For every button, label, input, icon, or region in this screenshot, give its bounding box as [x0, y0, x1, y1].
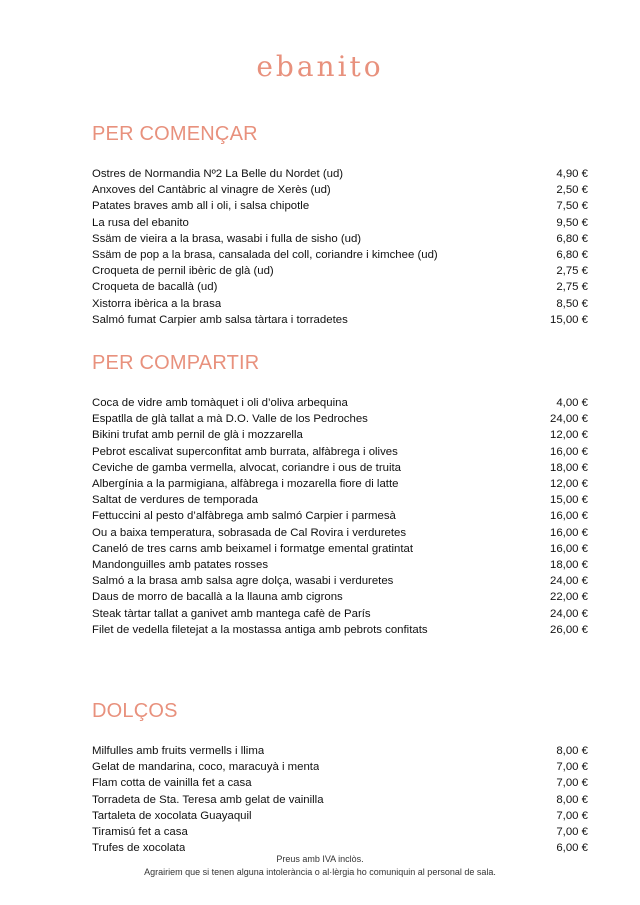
menu-item: [92, 808, 588, 824]
menu-item-name: Gelat de mandarina, coco, maracuyà i menta: [92, 761, 320, 774]
menu-item: [92, 444, 588, 460]
menu-item: [92, 573, 588, 589]
menu-item-price: 16,00 €: [549, 526, 588, 539]
menu-item: [92, 492, 588, 508]
menu-item: [92, 198, 588, 214]
section-title: DOLÇOS: [92, 700, 178, 722]
menu-item-price: 24,00 €: [549, 575, 588, 588]
menu-item-price: 12,00 €: [549, 429, 588, 442]
menu-item-name: Pebrot escalivat superconfitat amb burrata, alfàbrega i olives: [92, 445, 398, 458]
footer-notes: [0, 853, 640, 879]
menu-list: [92, 395, 588, 638]
menu-item-name: Ceviche de gamba vermella, alvocat, coriandre i ous de truita: [92, 461, 401, 474]
menu-item-name: Saltat de verdures de temporada: [92, 494, 258, 507]
menu-item: [92, 606, 588, 622]
menu-item: [92, 824, 588, 840]
menu-item-name: Flam cotta de vainilla fet a casa: [92, 777, 252, 790]
menu-item-name: Salmó fumat Carpier amb salsa tàrtara i torradetes: [92, 313, 348, 326]
allergy-note: Agrairiem que si tenen alguna intolerància o al·lèrgia ho comuniquin al personal de sala.: [144, 867, 496, 877]
section-per-compartir: [92, 352, 588, 638]
section-title: PER COMPARTIR: [92, 352, 260, 374]
menu-item: [92, 182, 588, 198]
menu-item-price: 16,00 €: [549, 445, 588, 458]
menu-item-price: 4,90 €: [556, 168, 588, 180]
menu-item: [92, 296, 588, 312]
menu-item: [92, 759, 588, 775]
vat-note: Preus amb IVA inclòs.: [276, 854, 364, 864]
menu-item-name: Espatlla de glà tallat a mà D.O. Valle de los Pedroches: [92, 413, 368, 426]
menu-item: [92, 395, 588, 411]
menu-list: [92, 166, 588, 328]
menu-item-name: Croqueta de bacallà (ud): [92, 281, 218, 294]
menu-item-price: 26,00 €: [549, 623, 588, 636]
section-dolcos: [92, 700, 588, 856]
menu-item-name: Trufes de xocolata: [92, 842, 186, 855]
menu-item-price: 24,00 €: [549, 607, 588, 620]
menu-item-name: Albergínia a la parmigiana, alfàbrega i mozarella fiore di latte: [92, 478, 399, 491]
menu-item: [92, 622, 588, 638]
menu-item: [92, 231, 588, 247]
menu-item-price: 22,00 €: [549, 591, 588, 604]
menu-item-price: 2,75 €: [556, 265, 588, 278]
menu-list: [92, 743, 588, 856]
menu-item-name: Anxoves del Cantàbric al vinagre de Xerès (ud): [92, 184, 331, 197]
menu-item-name: Patates braves amb all i oli, i salsa chipotle: [92, 200, 310, 213]
menu-item-name: Milfulles amb fruits vermells i llima: [92, 745, 265, 757]
menu-item-price: 18,00 €: [549, 559, 588, 572]
section-per-comencar: [92, 123, 588, 328]
menu-item: [92, 476, 588, 492]
menu-item-name: Steak tàrtar tallat a ganivet amb mantega cafè de París: [92, 607, 371, 620]
menu-item-price: 7,00 €: [556, 826, 588, 839]
menu-item-price: 8,00 €: [556, 745, 588, 757]
menu-item: [92, 247, 588, 263]
menu-item: [92, 215, 588, 231]
menu-item-price: 7,00 €: [556, 809, 588, 822]
menu-item-name: Caneló de tres carns amb beixamel i formatge emental gratintat: [92, 542, 413, 555]
menu-item: [92, 589, 588, 605]
menu-item-name: Xistorra ibèrica a la brasa: [92, 297, 222, 310]
menu-item-price: 4,00 €: [556, 397, 588, 409]
menu-item-name: Ou a baixa temperatura, sobrasada de Cal Rovira i verduretes: [92, 526, 407, 539]
menu-item-name: Tiramisú fet a casa: [92, 826, 188, 839]
menu-item-price: 2,75 €: [556, 281, 588, 294]
menu-item: [92, 792, 588, 808]
menu-item: [92, 427, 588, 443]
menu-item-price: 7,50 €: [556, 200, 588, 213]
section-title: PER COMENÇAR: [92, 123, 258, 145]
menu-item-price: 18,00 €: [549, 461, 588, 474]
menu-item-price: 15,00 €: [549, 494, 588, 507]
menu-item-name: Torradeta de Sta. Teresa amb gelat de vainilla: [92, 793, 324, 806]
menu-item-name: Tartaleta de xocolata Guayaquil: [92, 809, 252, 822]
menu-item-name: Fettuccini al pesto d’alfàbrega amb salmó Carpier i parmesà: [92, 510, 396, 523]
menu-item: [92, 263, 588, 279]
menu-item-price: 16,00 €: [549, 510, 588, 523]
menu-item-name: Mandonguilles amb patates rosses: [92, 559, 269, 572]
menu-item: [92, 541, 588, 557]
menu-item-price: 6,80 €: [556, 232, 588, 245]
menu-item-price: 7,00 €: [556, 761, 588, 774]
menu-item-price: 8,50 €: [556, 297, 588, 310]
menu-item-price: 7,00 €: [556, 777, 588, 790]
menu-item-price: 9,50 €: [556, 216, 588, 229]
menu-item: [92, 460, 588, 476]
menu-item: [92, 508, 588, 524]
menu-item-price: 24,00 €: [549, 413, 588, 426]
menu-item-name: Croqueta de pernil ibèric de glà (ud): [92, 265, 274, 278]
menu-item-name: Bikini trufat amb pernil de glà i mozzarella: [92, 429, 303, 442]
menu-item-price: 6,00 €: [556, 842, 588, 855]
brand-logo: ebanito: [256, 50, 384, 83]
menu-item-price: 2,50 €: [556, 184, 588, 197]
menu-item-price: 12,00 €: [549, 478, 588, 491]
menu-item-name: Filet de vedella filetejat a la mostassa antiga amb pebrots confitats: [92, 623, 428, 636]
menu-item: [92, 411, 588, 427]
menu-item: [92, 279, 588, 295]
menu-item: [92, 557, 588, 573]
menu-item: [92, 312, 588, 328]
menu-item: [92, 743, 588, 759]
menu-item-name: Ostres de Normandia Nº2 La Belle du Nordet (ud): [92, 168, 344, 180]
menu-item-name: La rusa del ebanito: [92, 216, 189, 229]
menu-item: [92, 525, 588, 541]
menu-item-price: 8,00 €: [556, 793, 588, 806]
menu-item-price: 6,80 €: [556, 249, 588, 262]
menu-item-name: Ssäm de vieira a la brasa, wasabi i fulla de sisho (ud): [92, 232, 362, 245]
menu-item-name: Daus de morro de bacallà a la llauna amb cigrons: [92, 591, 343, 604]
menu-item: [92, 775, 588, 791]
menu-item-name: Ssäm de pop a la brasa, cansalada del coll, coriandre i kimchee (ud): [92, 249, 438, 262]
menu-item: [92, 166, 588, 182]
menu-item-name: Coca de vidre amb tomàquet i oli d’oliva arbequina: [92, 397, 348, 409]
menu-item-price: 16,00 €: [549, 542, 588, 555]
menu-item-name: Salmó a la brasa amb salsa agre dolça, wasabi i verduretes: [92, 575, 394, 588]
menu-item-price: 15,00 €: [549, 313, 588, 326]
